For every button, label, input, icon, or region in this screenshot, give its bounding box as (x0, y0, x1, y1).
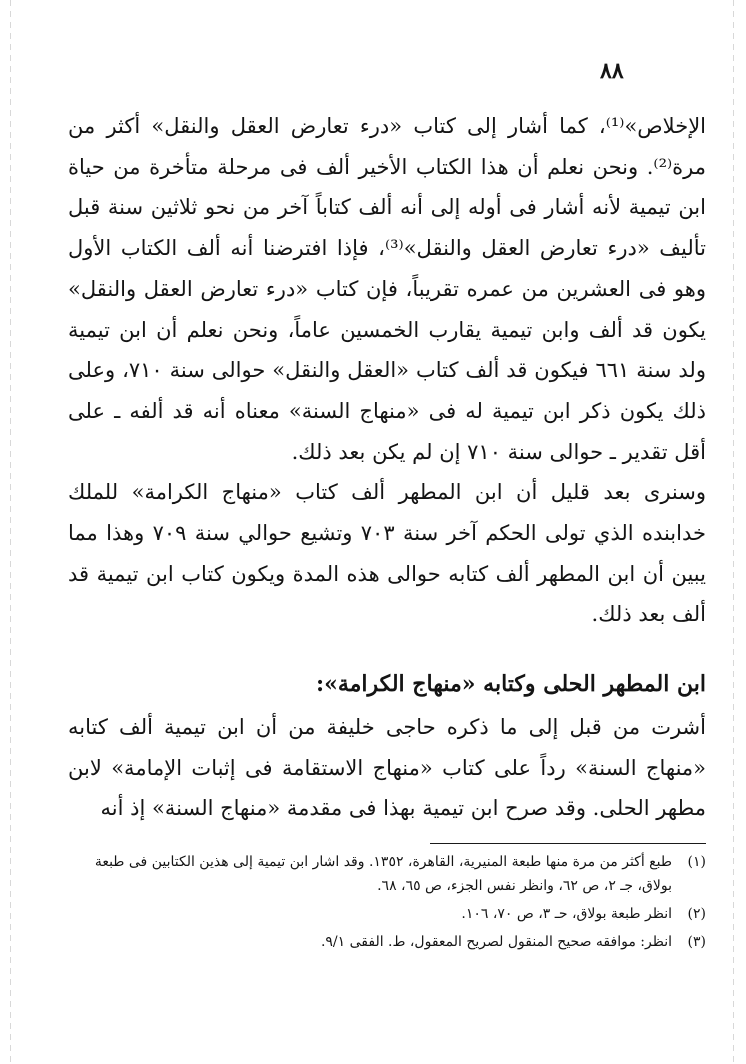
paragraph-1: الإخلاص»⁽¹⁾، كما أشار إلى كتاب «درء تعارض العقل والنقل» أكثر من مرة⁽²⁾. ونحن نعلم أن هذا الكتاب الأخير ألف فى مرحلة متأخرة من حياة ابن تيمية لأنه أشار فى أوله إلى أنه ألف كتاباً آخر من نحو ثلاثين سنة قبل تأليف «درء تعارض العقل والنقل»⁽³⁾، فإذا افترضنا أنه ألف الكتاب الأول وهو فى العشرين من عمره تقريباً، فإن كتاب «درء تعارض العقل والنقل» يكون قد ألف وابن تيمية يقارب الخمسين عاماً، ونحن نعلم أن ابن تيمية ولد سنة ٦٦١ فيكون قد ألف كتاب «العقل والنقل» حوالى سنة ٧١٠، وعلى ذلك يكون ذكر ابن تيمية له فى «منهاج السنة» معناه أنه قد ألفه ـ على أقل تقدير ـ حوالى سنة ٧١٠ إن لم يكن بعد ذلك. (68, 114, 707, 464)
footnote-number: (٢) (687, 906, 706, 922)
footnote-number: (١) (687, 854, 706, 870)
scan-margin-right (733, 0, 734, 1064)
page-number: ٨٨ (600, 58, 624, 84)
main-text (68, 106, 706, 635)
footnotes (68, 850, 706, 958)
section-heading: ابن المطهر الحلى وكتابه «منهاج الكرامة»: (315, 671, 706, 697)
scan-margin-left (10, 0, 11, 1064)
footnote-divider (430, 843, 706, 844)
paragraph-2: وسنرى بعد قليل أن ابن المطهر ألف كتاب «منهاج الكرامة» للملك خدابنده الذي تولى الحكم آخر سنة ٧٠٣ وتشيع حوالي سنة ٧٠٩ وهذا مما يبين أن ابن المطهر ألف كتابه حوالى هذه المدة ويكون كتاب ابن تيمية قد ألف بعد ذلك. (68, 480, 706, 627)
footnote-text: طبع أكثر من مرة منها طبعة المنيرية، القاهرة، ١٣٥٢. وقد اشار ابن تيمية إلى هذين الكتابين فى طبعة بولاق، جـ ٢، ص ٦٢، وانظر نفس الجزء، ص ٦٥، ٦٨. (94, 854, 672, 894)
footnote-2 (68, 902, 706, 926)
footnote-text: انظر طبعة بولاق، حـ ٣، ص ٧٠، ١٠٦. (461, 906, 672, 922)
section-paragraph: أشرت من قبل إلى ما ذكره حاجى خليفة من أن ابن تيمية ألف كتابه «منهاج السنة» رداً على كتاب «منهاج الاستقامة فى إثبات الإمامة» لابن مطهر الحلى. وقد صرح ابن تيمية بهذا فى مقدمة «منهاج السنة» إذ أنه (68, 715, 706, 821)
footnote-text: انظر: موافقه صحيح المنقول لصريح المعقول، ط. الفقى ٩/١. (320, 934, 672, 950)
footnote-3 (68, 930, 706, 954)
section-text (68, 707, 706, 829)
footnote-1 (68, 850, 706, 898)
footnote-number: (٣) (687, 934, 706, 950)
